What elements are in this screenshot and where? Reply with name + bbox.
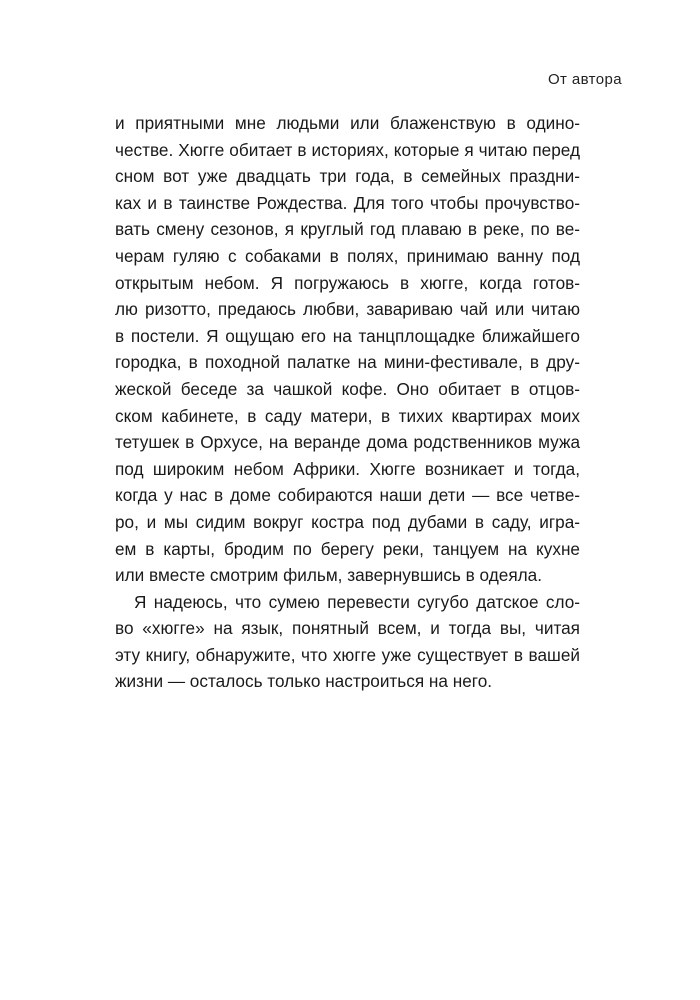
text-line: честве. Хюгге обитает в историях, которые я читаю перед: [115, 139, 580, 160]
paragraph: [115, 110, 580, 589]
text-line: ках и в таинстве Рождества. Для того чтобы прочувство-: [115, 192, 580, 213]
text-line: ском кабинете, в саду матери, в тихих квартирах моих: [115, 405, 580, 426]
text-line: эту книгу, обнаружите, что хюгге уже существует в вашей: [115, 644, 580, 665]
text-line: или вместе смотрим фильм, завернувшись в одеяла.: [115, 565, 543, 586]
text-line: вать смену сезонов, я круглый год плаваю в реке, по ве-: [115, 219, 580, 240]
body-text: [115, 110, 580, 695]
text-line: ро, и мы сидим вокруг костра под дубами в саду, игра-: [115, 511, 580, 532]
text-line: жизни — осталось только настроиться на него.: [115, 671, 493, 692]
text-line: во «хюгге» на язык, понятный всем, и тогда вы, читая: [115, 618, 580, 639]
text-line: под широким небом Африки. Хюгге возникает и тогда,: [115, 458, 580, 479]
text-line: сном вот уже двадцать три года, в семейных праздни-: [115, 166, 580, 187]
paragraph: [115, 589, 580, 695]
text-line: Я надеюсь, что сумею перевести сугубо датское сло-: [134, 591, 580, 612]
text-line: лю ризотто, предаюсь любви, завариваю чай или читаю: [115, 299, 580, 320]
text-line: в постели. Я ощущаю его на танцплощадке ближайшего: [115, 325, 580, 346]
text-line: городка, в походной палатке на мини-фестивале, в дру-: [115, 352, 580, 373]
text-line: и приятными мне людьми или блаженствую в одино-: [115, 113, 580, 133]
text-line: когда у нас в доме собираются наши дети — все четве-: [115, 485, 580, 506]
text-line: ем в карты, бродим по берегу реки, танцуем на кухне: [115, 538, 580, 559]
text-line: жеской беседе за чашкой кофе. Оно обитает в отцов-: [115, 378, 580, 399]
text-line: открытым небом. Я погружаюсь в хюгге, когда готов-: [115, 272, 580, 293]
running-head-title: От автора: [547, 71, 622, 88]
text-line: черам гуляю с собаками в полях, принимаю ванну под: [115, 245, 580, 266]
text-line: тетушек в Орхусе, на веранде дома родственников мужа: [115, 432, 580, 453]
